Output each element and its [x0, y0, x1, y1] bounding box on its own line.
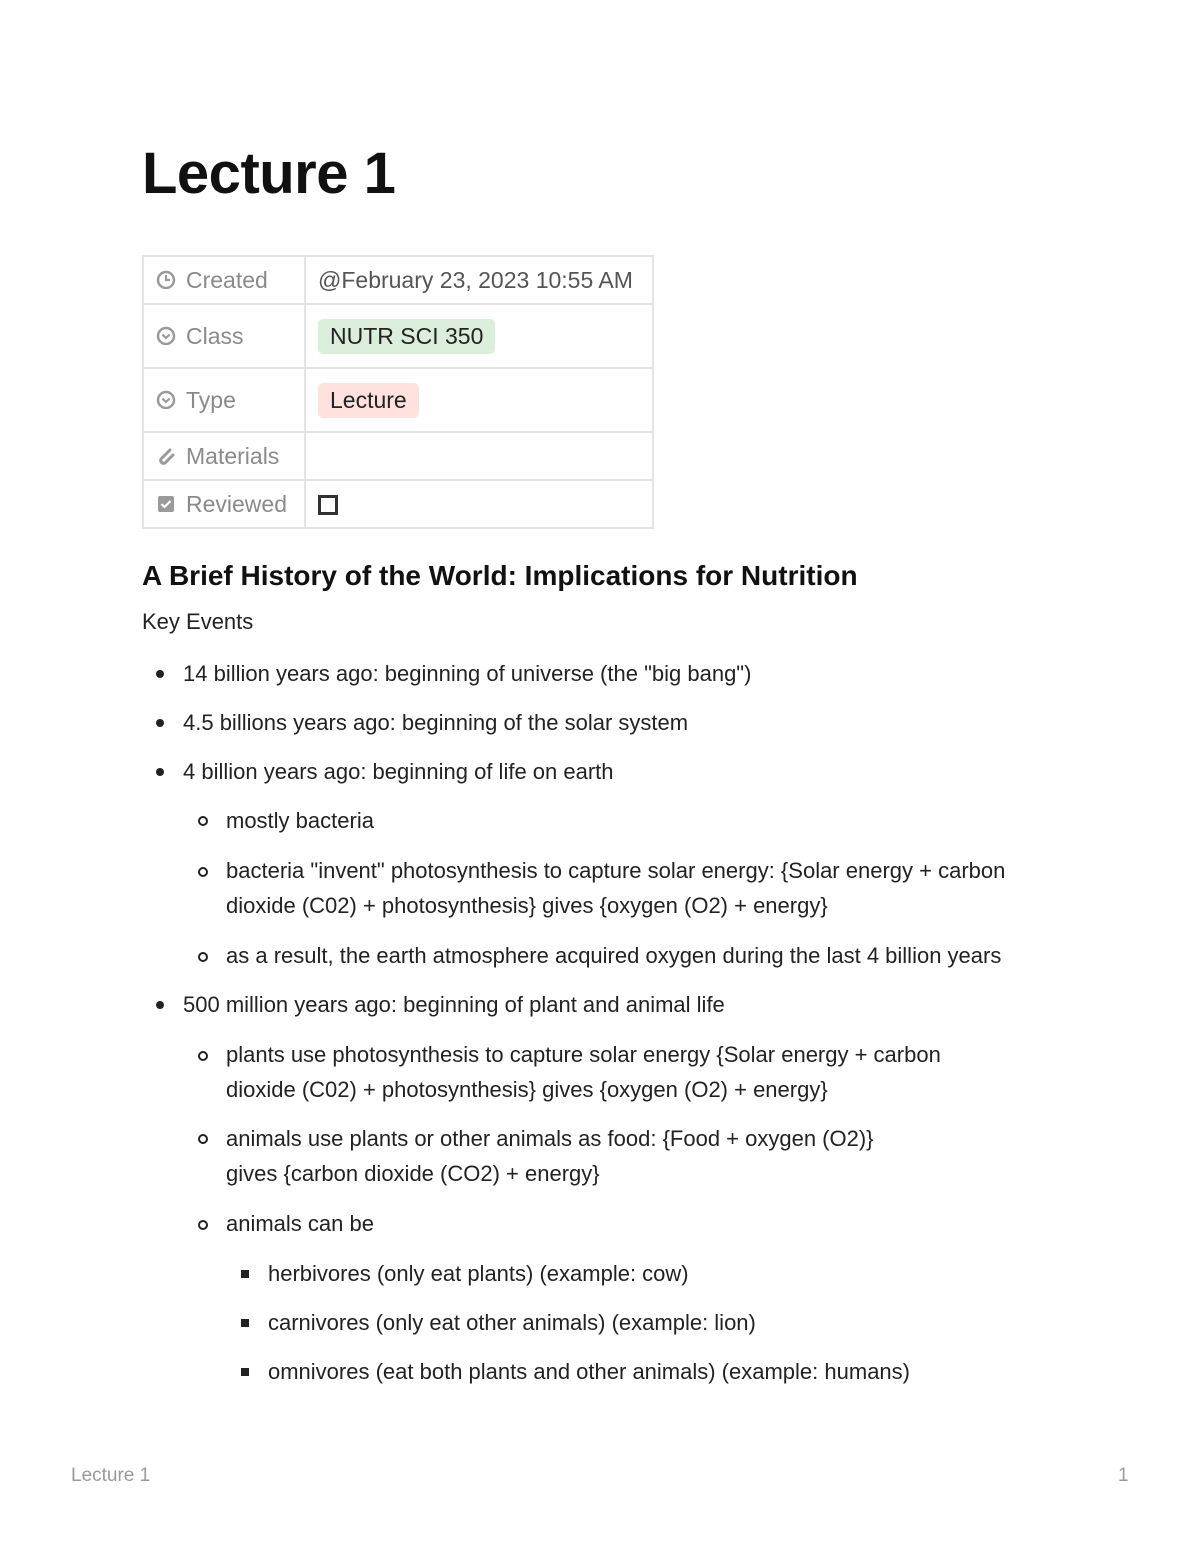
bullet-icon — [241, 1368, 249, 1376]
reviewed-checkbox[interactable] — [318, 495, 338, 515]
list-item: omnivores (eat both plants and other animals) (example: humans) — [268, 1359, 910, 1384]
paperclip-icon — [156, 446, 176, 466]
bullet-icon — [156, 1001, 164, 1009]
list-item: 4.5 billions years ago: beginning of the solar system — [183, 710, 689, 735]
list-item: bacteria "invent" photosynthesis to capture solar energy: {Solar energy + carbon — [226, 858, 1006, 883]
page-number: 1 — [1118, 1465, 1129, 1486]
property-label-reviewed: Reviewed — [186, 490, 287, 517]
list-item: animals can be — [226, 1211, 374, 1236]
list-item: carnivores (only eat other animals) (example: lion) — [268, 1310, 756, 1335]
list-item: mostly bacteria — [226, 808, 374, 833]
class-tag[interactable]: NUTR SCI 350 — [318, 319, 495, 354]
bullet-icon — [198, 867, 208, 877]
list-item-continuation: dioxide (C02) + photosynthesis} gives {oxygen (O2) + energy} — [226, 893, 828, 918]
list-item: 500 million years ago: beginning of plant and animal life — [183, 992, 725, 1017]
section-heading: A Brief History of the World: Implications for Nutrition — [142, 560, 858, 591]
checkbox-icon — [156, 494, 176, 514]
bullet-icon — [198, 1051, 208, 1061]
list-item: plants use photosynthesis to capture solar energy {Solar energy + carbon — [226, 1042, 941, 1067]
bullet-icon — [198, 1134, 208, 1144]
select-icon — [156, 390, 176, 410]
footer-title: Lecture 1 — [71, 1465, 151, 1486]
list-item: herbivores (only eat plants) (example: cow) — [268, 1261, 689, 1286]
bullet-icon — [241, 1270, 249, 1278]
bullet-icon — [156, 768, 164, 776]
list-item: 4 billion years ago: beginning of life on earth — [183, 759, 614, 784]
list-item: 14 billion years ago: beginning of universe (the "big bang") — [183, 661, 752, 686]
list-item: as a result, the earth atmosphere acquired oxygen during the last 4 billion years — [226, 943, 1002, 968]
bullet-icon — [198, 1220, 208, 1230]
bullet-icon — [198, 816, 208, 826]
created-value[interactable]: @February 23, 2023 10:55 AM — [305, 256, 653, 304]
page-title: Lecture 1 — [142, 141, 396, 206]
property-row-reviewed — [143, 480, 653, 528]
select-icon — [156, 326, 176, 346]
bullet-icon — [156, 670, 164, 678]
property-row-materials — [143, 432, 653, 480]
property-label-class: Class — [186, 322, 244, 349]
property-row-created — [143, 256, 653, 304]
property-label-materials: Materials — [186, 442, 280, 469]
bullet-icon — [241, 1319, 249, 1327]
type-tag[interactable]: Lecture — [318, 383, 419, 418]
property-label-created: Created — [186, 266, 268, 293]
list-item-continuation: dioxide (C02) + photosynthesis} gives {oxygen (O2) + energy} — [226, 1077, 828, 1102]
property-label-type: Type — [186, 386, 236, 413]
bullet-icon — [156, 719, 164, 727]
property-row-type — [143, 368, 653, 432]
property-row-class — [143, 304, 653, 368]
properties-table — [142, 255, 654, 529]
bullet-icon — [198, 952, 208, 962]
key-events-label: Key Events — [142, 609, 254, 634]
list-item-continuation: gives {carbon dioxide (CO2) + energy} — [226, 1161, 600, 1186]
clock-icon — [156, 270, 176, 290]
list-item: animals use plants or other animals as food: {Food + oxygen (O2)} — [226, 1126, 874, 1151]
materials-value[interactable] — [305, 432, 653, 480]
